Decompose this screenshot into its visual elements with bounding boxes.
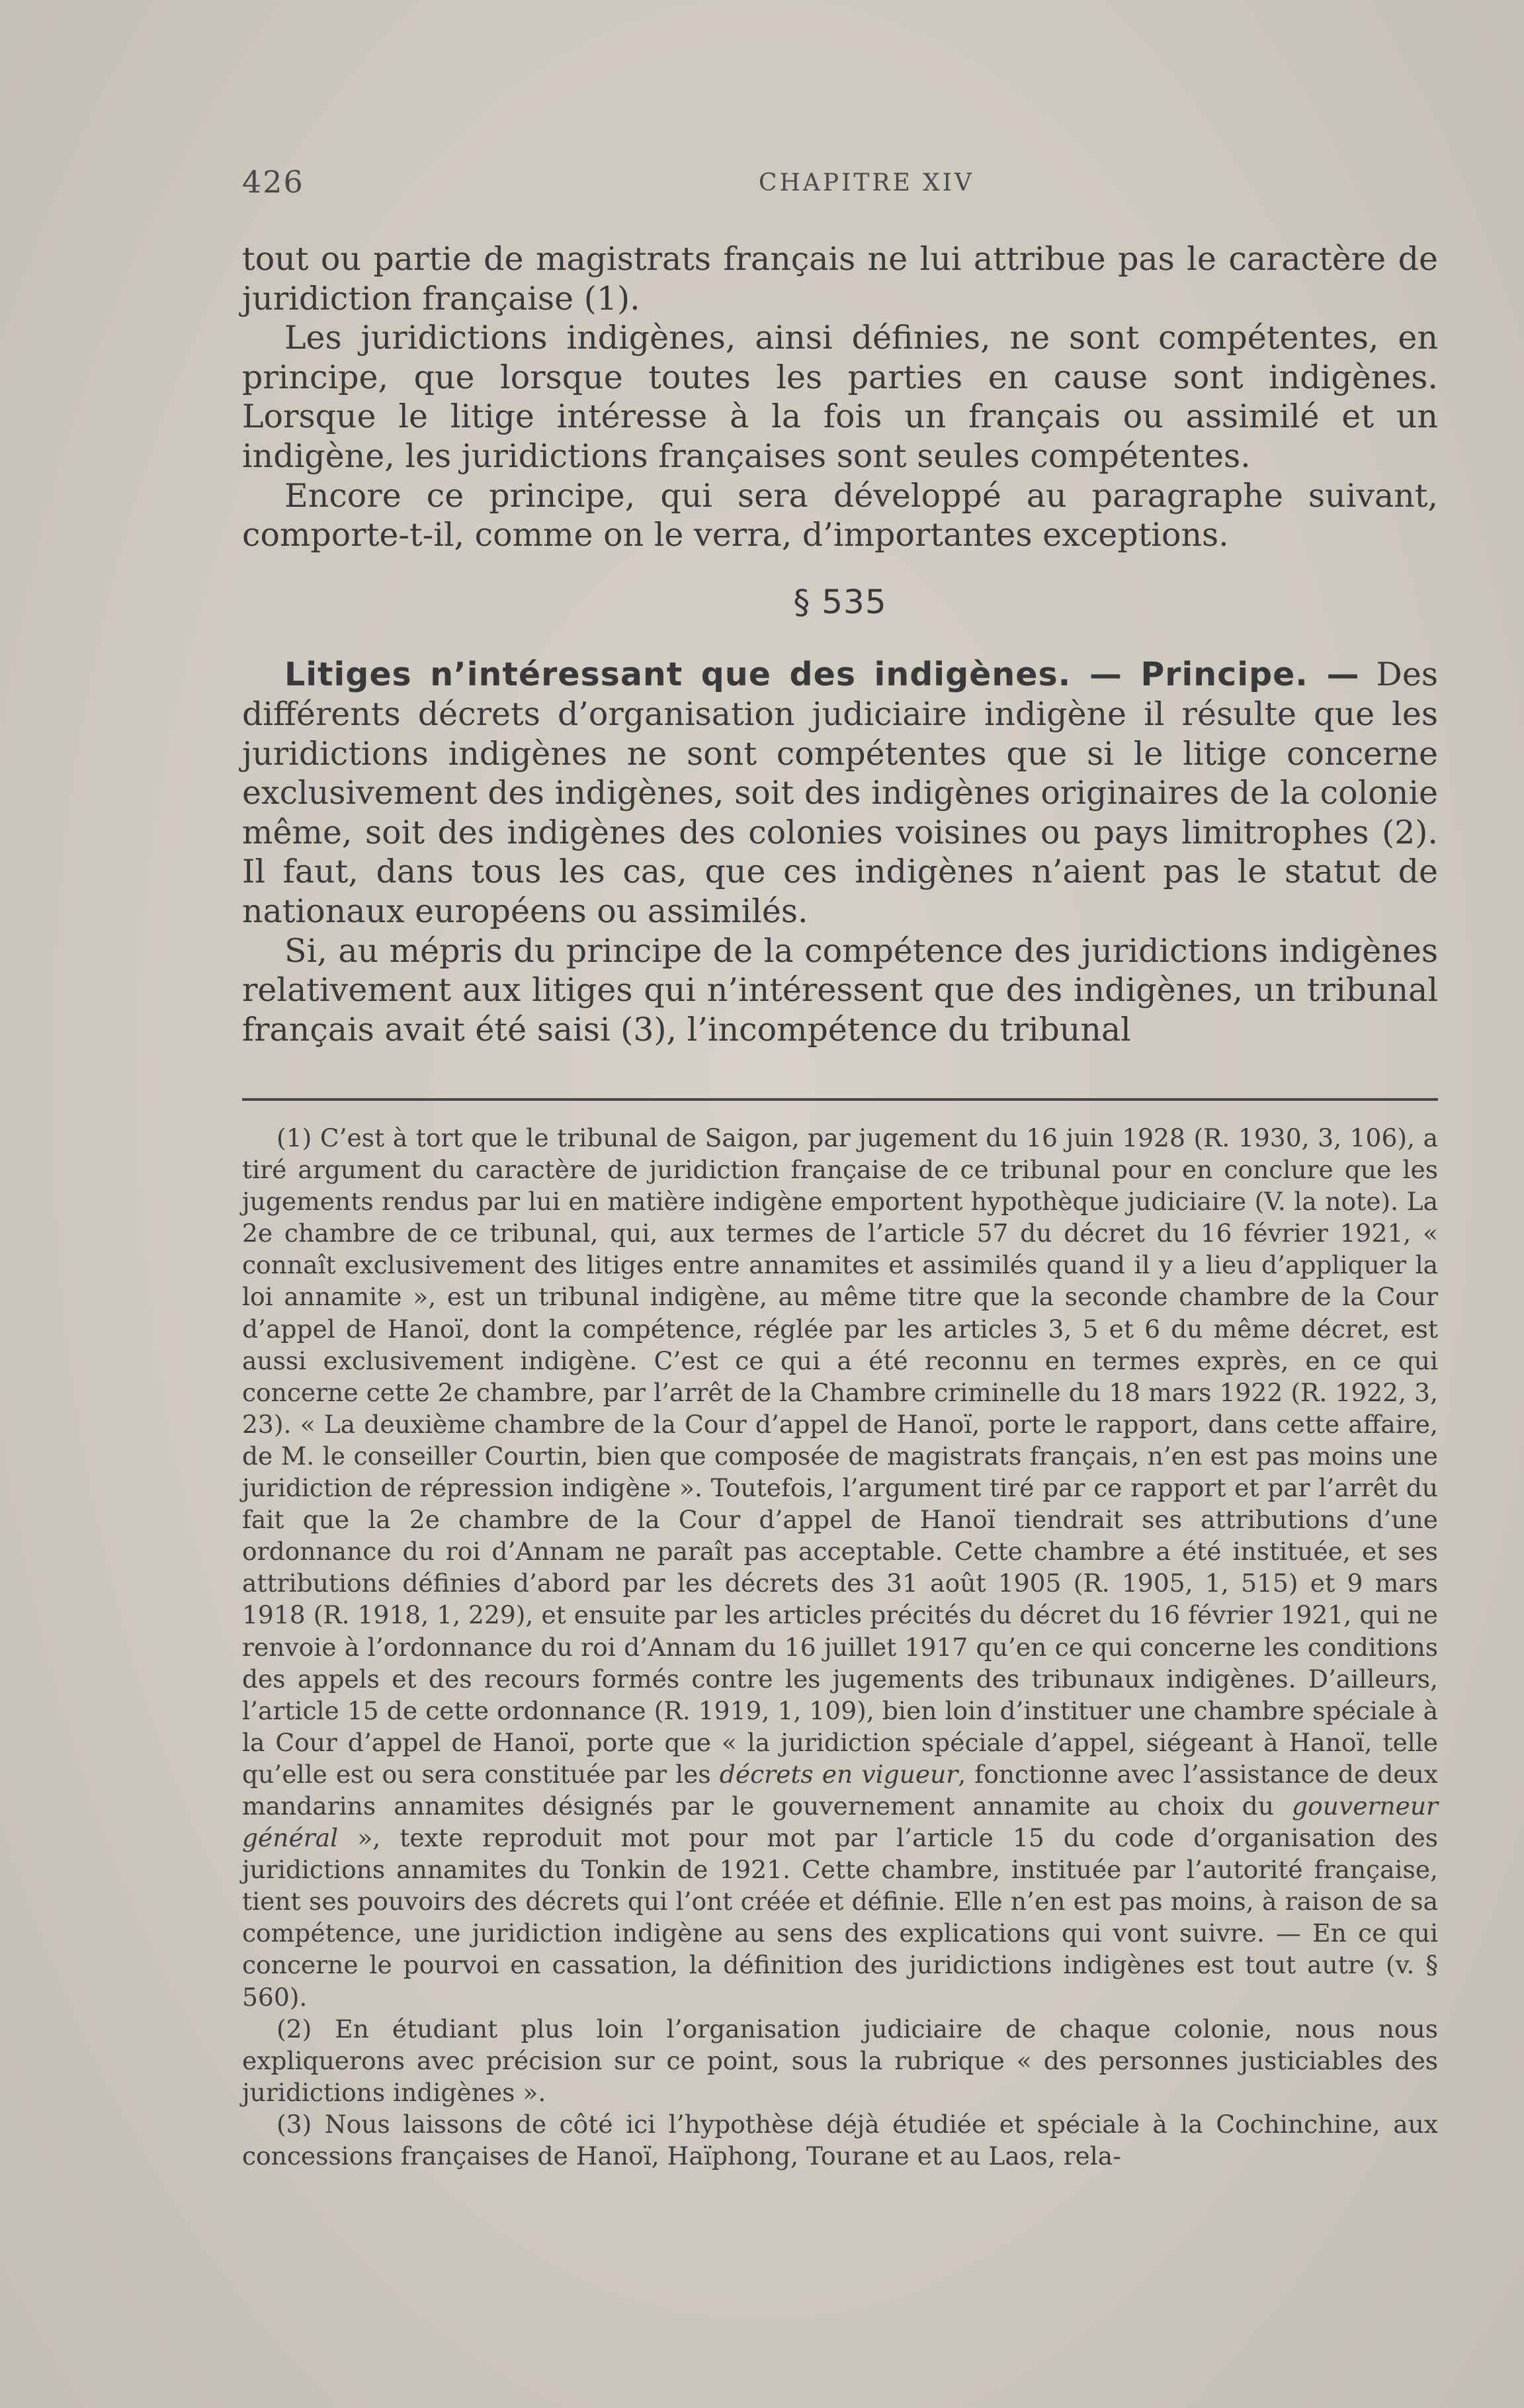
section-number: § 535 [793,582,887,621]
footnote-3: (3) Nous laissons de côté ici l’hypothèse déjà étudiée et spéciale à la Cochinchine, aux concessions françaises de Hanoï, Haïphong, Tourane et au Laos, rela- [242,2109,1438,2171]
footnote-text: (1) C’est à tort que le tribunal de Saigon, par jugement du 16 juin 1928 (R. 1930, 3, 106), a tiré argument du caractère de juridiction française de ce tribunal pour en conclure que les jugements rendus par lui en matière indigène emportent hypothèque judiciaire (V. la note). La 2e chambre de ce tribunal, qui, aux termes de l’article 57 du décret du 16 février 1921, « connaît exclusivement des litiges entre annamites et assimilés quand il y a lieu d’appliquer la loi annamite », est un tribunal indigène, au même titre que la seconde chambre de la Cour d’appel de Hanoï, dont la compétence, réglée par les articles 3, 5 et 6 du même décret, est aussi exclusivement indigène. C’est ce qui a été reconnu en termes exprès, en ce qui concerne cette 2e chambre, par l’arrêt de la Chambre criminelle du 18 mars 1922 (R. 1922, 3, 23). « La deuxième chambre de la Cour d’appel de Hanoï, porte le rapport, dans cette affaire, de M. le conseiller Courtin, bien que composée de magistrats français, n’en est pas moins une juridiction de répression indigène ». Toutefois, l’argument tiré par ce rapport et par l’arrêt du fait que la 2e chambre de la Cour d’appel de Hanoï tiendrait ses attributions d’une ordonnance du roi d’Annam ne paraît pas acceptable. Cette chambre a été instituée, et ses attributions définies d’abord par les décrets des 31 août 1905 (R. 1905, 1, 515) et 9 mars 1918 (R. 1918, 1, 229), et ensuite par les articles précités du décret du 16 février 1921, qui ne renvoie à l’ordonnance du roi d’Annam du 16 juillet 1917 qu’en ce qui concerne les conditions des appels et des recours formés contre les jugements des tribunaux indigènes. D’ailleurs, l’article 15 de cette ordonnance (R. 1919, 1, 109), bien loin d’instituer une chambre spéciale à la Cour d’appel de Hanoï, porte que « la juridiction spéciale d’appel, siégeant à Hanoï, telle qu’elle est ou sera constituée par les [242,1123,1438,1789]
main-text [242,239,1438,1049]
footnote-italic: gouverneur général [242,1791,1438,1853]
page-header [242,164,1438,204]
footnotes [242,1122,1438,2172]
paragraph: Si, au mépris du principe de la compétence des juridictions indigènes relativement aux litiges qui n’intéressent que des indigènes, un tribunal français avait été saisi (3), l’incompétence du tribunal [242,931,1438,1049]
footnote-text: , fonctionne avec l’assistance de deux mandarins annamites désignés par le gouvernement annamite au choix du [242,1759,1439,1821]
footnote-italic: décrets en vigueur [719,1759,958,1789]
paragraph: Les juridictions indigènes, ainsi définies, ne sont compétentes, en principe, que lorsque toutes les parties en cause sont indigènes. Lorsque le litige intéresse à la fois un français ou assimilé et un indigène, les juridictions françaises sont seules compétentes. [242,319,1438,475]
paragraph: Encore ce principe, qui sera développé au paragraphe suivant, comporte-t-il, comme on le verra, d’importantes exceptions. [242,476,1438,554]
footnote-2: (2) En étudiant plus loin l’organisation judiciaire de chaque colonie, nous nous expliquerons avec précision sur ce point, sous la rubrique « des personnes justiciables des juridictions indigènes ». [242,2014,1438,2107]
footnote-separator [242,1098,1438,1101]
section-heading: Litiges n’intéressant que des indigènes. — Principe. — [284,656,1360,694]
paragraph-with-heading [242,655,1438,931]
paragraph-text: Des différents décrets d’organisation judiciaire indigène il résulte que les juridictions indigènes ne sont compétentes que si le litige concerne exclusivement des indigènes, soit des indigènes originaires de la colonie même, soit des indigènes des colonies voisines ou pays limitrophes (2). Il faut, dans tous les cas, que ces indigènes n’aient pas le statut de nationaux européens ou assimilés. [242,656,1438,930]
footnote-text: », texte reproduit mot pour mot par l’article 15 du code d’organisation des juridictions annamites du Tonkin de 1921. Cette chambre, instituée par l’autorité française, tient ses pouvoirs des décrets qui l’ont créée et définie. Elle n’en est pas moins, à raison de sa compétence, une juridiction indigène au sens des explications qui vont suivre. — En ce qui concerne le pourvoi en cassation, la définition des juridictions indigènes est tout autre (v. § 560). [242,1823,1438,2012]
page-number: 426 [242,164,304,200]
footnote-1 [242,1122,1438,2013]
paragraph-continuation: tout ou partie de magistrats français ne lui attribue pas le caractère de juridiction française (1). [242,240,1438,318]
running-head: CHAPITRE XIV [758,169,975,196]
